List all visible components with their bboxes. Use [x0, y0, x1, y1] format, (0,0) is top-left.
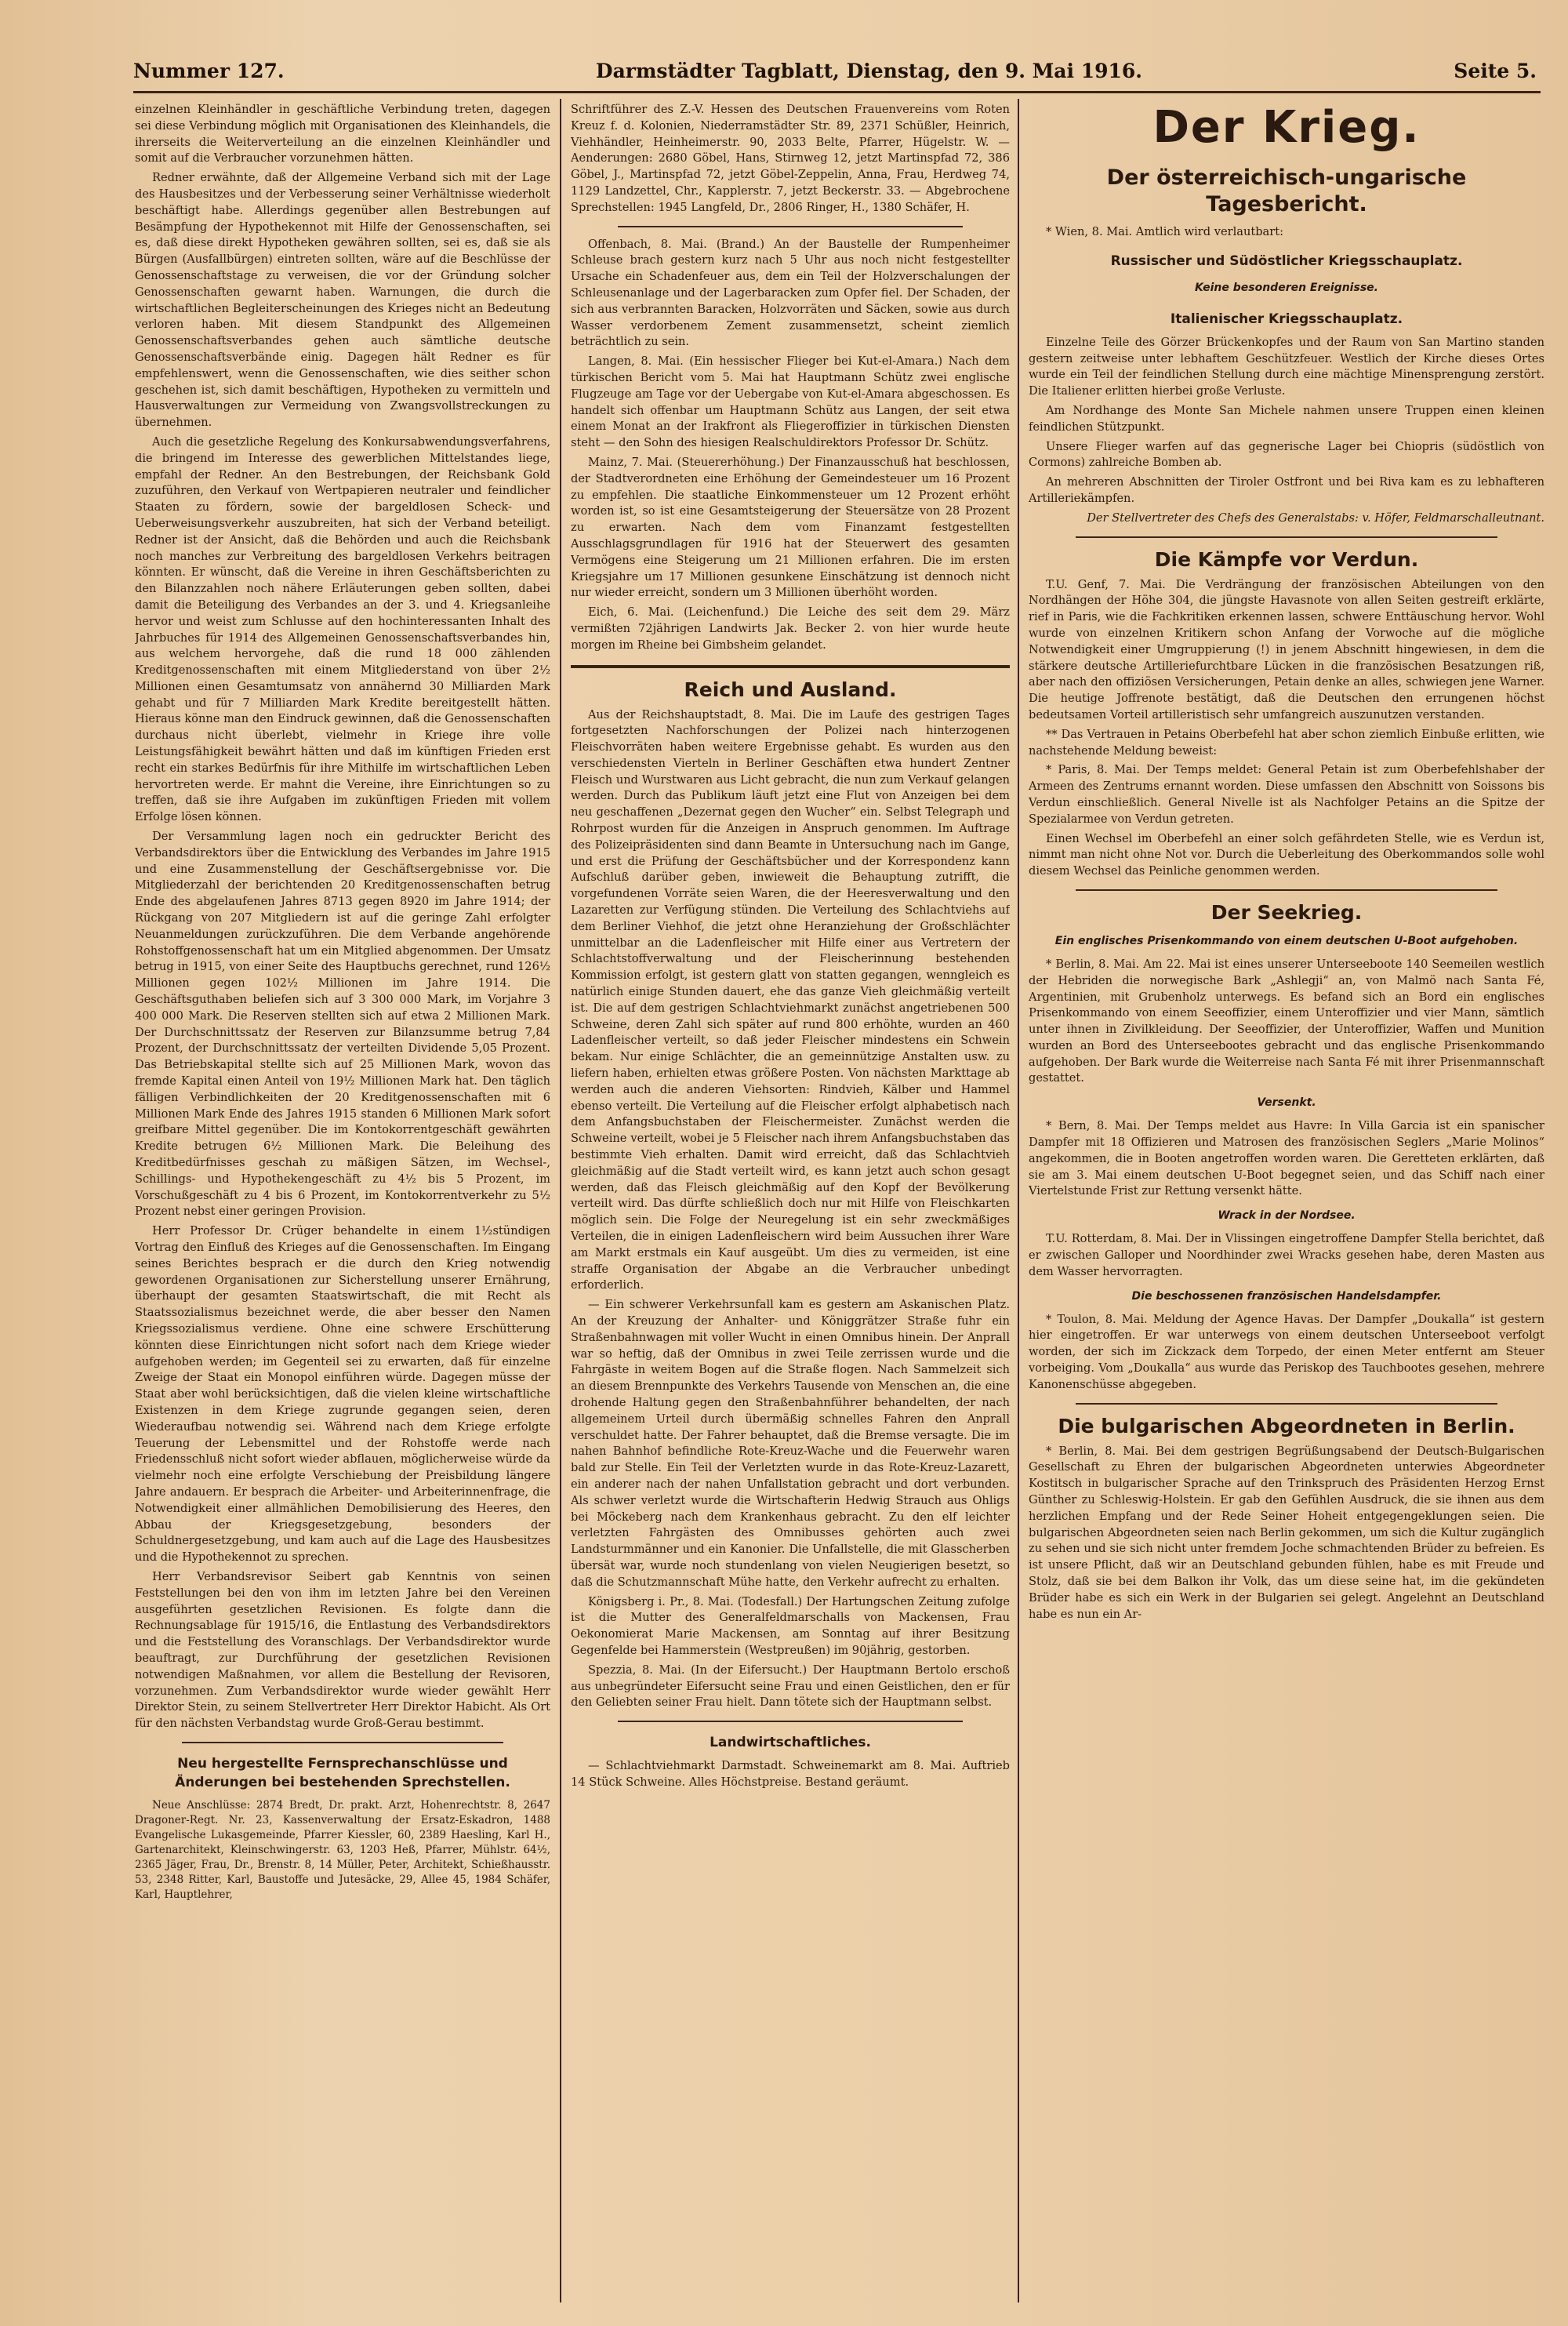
signature: Der Stellvertreter des Chefs des Generalstabs: v. Höfer, Feldmarschalleutnant.	[1087, 511, 1544, 525]
article-paragraph: Langen, 8. Mai. (Ein hessischer Flieger bei Kut-el-Amara.) Nach dem türkischen Bericht vom 5. Mai hat Hauptmann Schütz zwei englische Flugzeuge am Tage vor der Uebergabe von Kut-el-Amara abgeschossen. Es handelt sich offenbar um Hauptmann Schütz aus Langen, der seit etwa einem Monat an der Irakfront als Fliegeroffizier in türkischen Diensten steht — den Sohn des hiesigen Realschuldirektors Professor Dr. Schütz.	[571, 354, 1010, 450]
separator	[182, 1742, 503, 1743]
article-paragraph: * Berlin, 8. Mai. Am 22. Mai ist eines unserer Unterseeboote 140 Seemeilen westlich der Hebriden die norwegische Bark „Ashlegji“ an, von Malmö nach Santa Fé, Argentinien, mit Grubenholz unterwegs. Es befand sich an Bord ein englisches Prisenkommando von einem Seeoffizier, einem Unteroffizier und vier Mann, sämtlich unter ihnen in Zivilkleidung. Der Seeoffizier, der Unteroffizier, Waffen und Munition wurden an Bord des Unterseebootes gebracht und das englische Prisenkommando aufgehoben. Der Bark wurde die Weiterreise nach Santa Fé mit ihrer Prisenmannschaft gestattet.	[1029, 957, 1544, 1085]
article-paragraph: Herr Verbandsrevisor Seibert gab Kenntnis von seinen Feststellungen bei den von ihm im letzten Jahre bei den Vereinen ausgeführten gesetzlichen Revisionen. Es folgte dann die Rechnungsablage für 1915/16, die Entlastung des Verbandsdirektors und die Feststellung des Voranschlags. Der Verbandsdirektor wurde beauftragt, zur Durchführung der gesetzlichen Revisionen notwendigen Maßnahmen, vor allem die Bestellung der Revisoren, vorzunehmen. Zum Verbandsdirektor wurde wieder gewählt Herr Direktor Stein, zu seinem Stellvertreter Herr Direktor Habicht. Als Ort für den nächsten Verbandstag wurde Groß-Gerau bestimmt.	[135, 1569, 550, 1731]
article-paragraph: — Ein schwerer Verkehrsunfall kam es gestern am Askanischen Platz. An der Kreuzung der Anhalter- und Königgrätzer Straße fuhr ein Straßenbahnwagen mit voller Wucht in einen Omnibus hinein. Der Anprall war so heftig, daß der Omnibus in zwei Teile zerrissen wurde und die Fahrgäste in weitem Bogen auf die Straße flogen. Nach Sammelzeit sich an diesem Brennpunkte des Verkehrs Tausende von Menschen an, die eine drohende Haltung gegen den Straßenbahnführer behandelten, der nach allgemeinem Urteil durch übermäßig schnelles Fahren den Anprall verschuldet hatte. Der Fahrer behauptet, daß die Bremse versagte. Die im nahen Bahnhof befindliche Rote-Kreuz-Wache und die Feuerwehr waren bald zur Stelle. Ein Teil der Verletzten wurde in das Rote-Kreuz-Lazarett, ein anderer nach der nahen Unfallstation gebracht und dort verbunden. Als schwer verletzt wurde die Wirtschafterin Hedwig Strauch aus Ohligs bei Möckeberg nach dem Krankenhaus gebracht. Zu den elf leichter verletzten Fahrgästen des Omnibusses gehörten auch zwei Landsturmmänner und ein Kanonier. Die Unfallstelle, die mit Glasscherben übersät war, wurde noch stundenlang von vielen Neugierigen besetzt, so daß die Schutzmannschaft Mühe hatte, den Verkehr aufrecht zu erhalten.	[571, 1298, 1010, 1589]
notice-heading: Neu hergestellte Fernsprechanschlüsse und Änderungen bei bestehenden Sprechstellen.	[175, 1755, 510, 1790]
subsection-heading: Italienischer Kriegsschauplatz.	[1170, 311, 1403, 327]
subsection-heading: Wrack in der Nordsee.	[1218, 1209, 1356, 1223]
section-heading-verdun: Die Kämpfe vor Verdun.	[1154, 547, 1419, 571]
article-paragraph: Auch die gesetzliche Regelung des Konkursabwendungsverfahrens, die bringend im Interesse des gewerblichen Mittelstandes liege, empfahl der Redner. An den Bestrebungen, der Reichsbank Gold zuzuführen, den Verkauf von Wertpapieren neutraler und feindlicher Staaten zu fördern, sowie der bargeldlosen Scheck- und Ueberweisungsverkehr auszubreiten, hat sich der Verband beteiligt. Redner ist der Ansicht, daß die Behörden und auch die Reichsbank noch manches zur Verbreitung des bargeldlosen Verkehrs beitragen könnten. Er wünscht, daß die Vereine in ihren Geschäftsberichten zu den Bilanzzahlen noch nähere Erläuterungen geben sollten, dabei damit die Beteiligung des Verbandes an der 3. und 4. Kriegsanleihe hervor und weist zum Schlusse auf den hochinteressanten Inhalt des Jahrbuches für 1914 des Allgemeinen Genossenschaftsverbandes hin, aus welchem hervorgehe, daß die rund 18 000 zählenden Kreditgenossenschaften mit einem Mitgliederstand von über 2½ Millionen einen Gesamtumsatz von annähernd 30 Milliarden Mark gehabt und für 7 Milliarden Mark Kredite bereitgestellt hätten. Hieraus könne man den Eindruck gewinnen, daß die Genossenschaften durchaus nicht überlebt, vielmehr in Kriege ihre volle Leistungsfähigkeit bewährt hätten und daß im künftigen Frieden erst recht ein starkes Bedürfnis für ihre Mithilfe im wirtschaftlichen Leben hervortreten werde. Er mahnt die Vereine, ihre Einrichtungen so zu treffen, daß sie ihre Aufgaben im zukünftigen Frieden mit vollem Erfolge lösen können.	[135, 434, 550, 824]
article-paragraph: ** Das Vertrauen in Petains Oberbefehl hat aber schon ziemlich Einbuße erlitten, wie nachstehende Meldung beweist:	[1029, 727, 1544, 758]
separator	[618, 1721, 963, 1722]
article-paragraph: Unsere Flieger warfen auf das gegnerische Lager bei Chiopris (südöstlich von Cormons) zahlreiche Bomben ab.	[1029, 439, 1544, 470]
article-paragraph: Einen Wechsel im Oberbefehl an einer solch gefährdeten Stelle, wie es Verdun ist, nimmt man nicht ohne Not vor. Durch die Ueberleitung des Oberkommandos solle wohl diesem Wechsel das Peinliche genommen werden.	[1029, 831, 1544, 878]
article-paragraph: T.U. Rotterdam, 8. Mai. Der in Vlissingen eingetroffene Dampfer Stella berichtet, daß er zwischen Galloper und Noordhinder zwei Wracks gesehen habe, deren Masten aus dem Wasser hervorragten.	[1029, 1232, 1544, 1278]
header-rule	[133, 91, 1541, 93]
column-rule-2	[1018, 99, 1019, 2302]
article-paragraph: * Berlin, 8. Mai. Bei dem gestrigen Begrüßungsabend der Deutsch-Bulgarischen Gesellschaft zu Ehren der bulgarischen Abgeordneten unterwies Abgeordneter Kostitsch in bulgarischer Sprache auf den Trinkspruch des Präsidenten Herzog Ernst Günther zu Schleswig-Holstein. Er gab den Gefühlen Ausdruck, die sie ihnen aus dem herzlichen Empfang und der Rede Seiner Hoheit entgegengeklungen seien. Die bulgarischen Abgeordneten seien nach Berlin gekommen, um sich die Kultur zugänglich zu sehen und sie sich nicht unter fremdem Joche schmachtenden Brüder zu befreien. Es ist unsere Pflicht, daß wir an Deutschland gebunden fühlen, habe es mit Freude und Stolz, daß sie bei dem Balkon ihr Volk, das um diese seine hat, im die gekündeten Brüder habe es sich ein Werk in der Bulgarien sei gelegt. Angelehnt an Deutschland habe es nun ein Ar-	[1029, 1444, 1544, 1621]
article-paragraph: Königsberg i. Pr., 8. Mai. (Todesfall.) Der Hartungschen Zeitung zufolge ist die Mutter des Generalfeldmarschalls von Mackensen, Frau Oekonomierat Marie Mackensen, am Sonntag auf ihrer Besitzung Gegenfelde bei Hammerstein (Westpreußen) im 90jährig, gestorben.	[571, 1594, 1010, 1657]
article-paragraph: T.U. Genf, 7. Mai. Die Verdrängung der französischen Abteilungen von den Nordhängen der Höhe 304, die jüngste Havasnote von allen Seiten gestreift erklärte, rief in Paris, wie die Fachkritiken erkennen lassen, schwere Enttäuschung hervor. Wohl wurde von einzelnen Kritikern schon Anfang der Vorwoche auf die mögliche Notwendigkeit einer Umgruppierung (!) in jenem Abschnitt hingewiesen, in dem die stärkere deutsche Artilleriefurchtbare Lücken in die französischen Besatzungen riß, aber nach den offiziösen Versicherungen, Petain denke an alles, schwiegen jene Warner. Die heutige Joffrenote bestätigt, daß die Deutschen den errungenen höchst bedeutsamen Vorteil artilleristisch sehr umfangreich auszunutzen verstanden.	[1029, 577, 1544, 721]
article-paragraph: einzelnen Kleinhändler in geschäftliche Verbindung treten, dagegen sei diese Verbindung möglich mit Organisationen des Kleinhandels, die ihrerseits die Weiterverteilung an die einzelnen Kleinhändler und somit auf die Verbraucher vorzunehmen hätten.	[135, 103, 550, 165]
column-rule-1	[560, 99, 561, 2302]
article-paragraph: An mehreren Abschnitten der Tiroler Ostfront und bei Riva kam es zu lebhafteren Artilleriekämpfen.	[1029, 475, 1544, 505]
subsection-heading: Russischer und Südöstlicher Kriegsschauplatz.	[1110, 253, 1463, 269]
subsection-heading: Versenkt.	[1257, 1096, 1316, 1110]
article-paragraph: Am Nordhange des Monte San Michele nahmen unsere Truppen einen kleinen feindlichen Stützpunkt.	[1029, 403, 1544, 434]
separator	[1076, 1403, 1497, 1405]
subsection-heading: Die beschossenen französischen Handelsdampfer.	[1131, 1289, 1442, 1303]
article-paragraph: * Paris, 8. Mai. Der Temps meldet: General Petain ist zum Oberbefehlshaber der Armeen des Zentrums ernannt worden. Diese umfassen den Abschnitt von Soissons bis Verdun einschließlich. General Nivelle ist als Nachfolger Petains an die Spitze der Spezialarmee von Verdun getreten.	[1029, 763, 1544, 826]
article-paragraph: Eich, 6. Mai. (Leichenfund.) Die Leiche des seit dem 29. März vermißten 72jährigen Landwirts Jak. Becker 2. von hier wurde heute morgen im Rheine bei Gimbsheim gelandet.	[571, 605, 1010, 652]
article-paragraph: * Toulon, 8. Mai. Meldung der Agence Havas. Der Dampfer „Doukalla“ ist gestern hier eingetroffen. Er war unterwegs von einem deutschen Unterseeboot verfolgt worden, der sich im Zickzack dem Torpedo, der einen Meter entfernt am Steuer vorbeiging. Vom „Doukalla“ aus wurde das Periskop des Tauchbootes gesehen, mehrere Kanonenschüsse abgegeben.	[1029, 1312, 1544, 1391]
sub-headline: Der österreichisch-ungarische Tagesbericht.	[1106, 165, 1467, 216]
article-paragraph: Spezzia, 8. Mai. (In der Eifersucht.) Der Hauptmann Bertolo erschoß aus unbegründeter Eifersucht seine Frau und einen Geistlichen, den er für den Geliebten seiner Frau hielt. Dann tötete sich der Hauptmann selbst.	[571, 1663, 1010, 1710]
section-heading-reich-ausland: Reich und Ausland.	[684, 678, 897, 701]
article-paragraph: Einzelne Teile des Görzer Brückenkopfes und der Raum von San Martino standen gestern zeitweise unter lebhaftem Geschützfeuer. Westlich der Kirche dieses Ortes wurde ein Teil der feindlichen Stellung durch eine mächtige Minensprengung zerstört. Die Italiener erlitten hierbei große Verluste.	[1029, 335, 1544, 398]
article-paragraph: Mainz, 7. Mai. (Steuererhöhung.) Der Finanzausschuß hat beschlossen, der Stadtverordneten eine Erhöhung der Gemeindesteuer um 16 Prozent zu empfehlen. Die staatliche Einkommensteuer um 12 Prozent erhöht worden ist, so ist eine Gesamtsteigerung der Steuersätze von 28 Prozent zu erwarten. Nach dem vom Finanzamt festgestellten Ausschlagsgrundlagen für 1916 hat der Steuerwert des gesamten Vermögens eine Steigerung um 21 Millionen erfahren. Die im ersten Kriegsjahre um 17 Millionen gesunkene Einschätzung ist dennoch nicht nur wieder erreicht, sondern um 3 Millionen überhöht worden.	[571, 455, 1010, 600]
column-3	[1029, 102, 1544, 2298]
masthead-date: Darmstädter Tagblatt, Dienstag, den 9. Mai 1916.	[595, 60, 1142, 82]
column-1	[135, 102, 550, 2298]
section-heading-bulgarien: Die bulgarischen Abgeordneten in Berlin.	[1058, 1414, 1515, 1437]
notice-text: Neue Anschlüsse: 2874 Bredt, Dr. prakt. Arzt, Hohenrechtstr. 8, 2647 Dragoner-Regt. Nr. 23, Kassenverwaltung der Ersatz-Eskadron, 1488 Evangelische Lukasgemeinde, Pfarrer Kiessler, 60, 2389 Haesling, Karl H., Gartenarchitekt, Kleinschwingerstr. 63, 1203 Heß, Pfarrer, Mühlstr. 64½, 2365 Jäger, Frau, Dr., Brenstr. 8, 14 Müller, Peter, Architekt, Schießhausstr. 53, 2348 Ritter, Karl, Baustoffe und Jutesäcke, 29, Allee 45, 1984 Schäfer, Karl, Hauptlehrer,	[135, 1798, 550, 1901]
article-paragraph: * Bern, 8. Mai. Der Temps meldet aus Havre: In Villa Garcia ist ein spanischer Dampfer mit 18 Offizieren und Matrosen des französischen Seglers „Marie Molinos“ angekommen, die in Booten angetroffen worden waren. Die Geretteten erklärten, daß sie am 3. Mai einem deutschen U-Boot begegnet seien, und das Schiff nach einer Viertelstunde Frist zur Rettung versenkt hätte.	[1029, 1119, 1544, 1198]
article-paragraph: Herr Professor Dr. Crüger behandelte in einem 1½stündigen Vortrag den Einfluß des Krieges auf die Genossenschaften. Im Eingang seines Berichtes besprach er die durch den Krieg notwendig gewordenen Organisationen zur Sicherstellung unserer Ernährung, überhaupt der gesamten Staatswirtschaft, die mit Recht als Staatssozialismus bezeichnet werde, die aber besser den Namen Kriegssozialismus verdiene. Ohne eine schwere Erschütterung könnten diese Einrichtungen nicht sofort nach dem Kriege wieder aufgehoben werden; im Gegenteil sei zu erwarten, daß für einzelne Zweige der Staat ein Monopol einführen würde. Dagegen müsse der Staat aber wohl berücksichtigen, daß die vielen kleine wirtschaftliche Existenzen in dem Kriege zugrunde gegangen seien, deren Wiederaufbau notwendig sei. Während nach dem Kriege erfolgte Teuerung der Lebensmittel und der Rohstoffe werde nach Friedensschluß nicht sofort wieder abflauen, möglicherweise würde da vielmehr noch eine erfolgte Verschiebung der Preisbildung längere Jahre andauern. Er besprach die Arbeiter- und Arbeiterinnenfrage, die Notwendigkeit einer allmählichen Demobilisierung des Heeres, den Abbau der Kriegsgesetzgebung, besonders der Schuldnergesetzgebung, und kam auch auf die Lage des Hausbesitzes und die Hypothekennot zu sprechen.	[135, 1224, 550, 1565]
separator	[1076, 536, 1497, 538]
article-paragraph: * Wien, 8. Mai. Amtlich wird verlautbart:	[1046, 225, 1284, 238]
article-paragraph: Aus der Reichshauptstadt, 8. Mai. Die im Laufe des gestrigen Tages fortgesetzten Nachforschungen der Polizei nach hinterzogenen Fleischvorräten haben weitere Ergebnisse gehabt. Es wurden aus den verschiedensten Vierteln in Berliner Geschäften etwa hundert Zentner Fleisch und Wurstwaren aus Licht gebracht, die nun zum Verkauf gelangen werden. Durch das Publikum läuft jetzt eine Flut von Anzeigen bei dem neu geschaffenen „Dezernat gegen den Wucher“ ein. Selbst Telegraph und Rohrpost wurden für die Anzeigen in Anspruch genommen. Im Auftrage des Polizeipräsidenten sind dann Beamte in Untersuchung nach im Gange, und erst die Prüfung der Geschäftsbücher und der Korrespondenz kann Aufschluß darüber geben, inwieweit die Behauptung zutrifft, die vorgefundenen Vorräte seien Waren, die der Heeresverwaltung und den Lazaretten zur Verfügung stünden. Die Verteilung des Schlachtviehs auf dem Berliner Viehhof, die jetzt ohne Heranziehung der Großschlächter unmittelbar an die Ladenfleischer mit Hilfe einer aus Vertretern der Schlachtstoffverwaltung und der Fleischerinnung bestehenden Kommission erfolgt, ist gestern glatt von statten gegangen, wenngleich es natürlich einige Stunden dauert, ehe das ganze Vieh gleichmäßig verteilt ist. Die auf dem gestrigen Schlachtviehmarkt zunächst angetriebenen 500 Schweine, deren Zahl sich später auf rund 800 erhöhte, wurden an 460 Ladenfleischer verteilt, so daß jeder Fleischer mindestens ein Schwein bekam. Nur einige Schlächter, die an gemeinnützige Anstalten usw. zu liefern haben, erhielten etwas größere Posten. Von nächsten Markttage ab werden auch die anderen Viehsorten: Rindvieh, Kälber und Hammel ebenso verteilt. Die Verteilung auf die Fleischer erfolgt alphabetisch nach dem Anfangsbuchstaben der Fleischermeister. Zunächst werden die Schweine verteilt, wobei je 5 Fleischer nach ihrem Anfangsbuchstaben das bestimmte Vieh erhalten. Damit wird erreicht, daß das Schlachtvieh gleichmäßig auf die Stadt verteilt wird, es kann jetzt auch schon gesagt werden, daß das Fleisch gleichmäßig auf den Kopf der Bevölkerung verteilt wird. Das dürfte schließlich doch nur mit Hilfe von Fleischkarten möglich sein. Die Folge der Neuregelung ist ein sehr zweckmäßiges Verteilen, die in einigen Ladenfleischern wird beim Aussuchen ihrer Ware am Markt erstmals ein Kauf ausgeübt. Um dies zu vermeiden, ist eine straffe Organisation der Abgabe an die Verbraucher unbedingt erforderlich.	[571, 707, 1010, 1292]
article-paragraph: Redner erwähnte, daß der Allgemeine Verband sich mit der Lage des Hausbesitzes und der Verbesserung seiner Verhältnisse wiederholt beschäftigt habe. Allerdings gegenüber allen Bestrebungen auf Besämpfung der Hypothekennot mit Hilfe der Genossenschaften, sei es, daß diese direkt Hypotheken gewähren sollten, sei es, daß sie als Bürgen (Ausfallbürgen) eintreten sollten, wäre auf die Beschlüsse der Genossenschaftstage zu verweisen, die vor der Gründung solcher Genossenschaften gewarnt haben. Warnungen, die durch die wirtschaftlichen Begleiterscheinungen des Krieges nicht an Bedeutung verloren haben. Mit diesem Standpunkt des Allgemeinen Genossenschaftsverbandes gehen auch sämtliche deutsche Genossenschaftsverbände einig. Dagegen hält Redner es für empfehlenswert, wenn die Genossenschaften, wie dies seither schon geschehen ist, sich damit beschäftigen, Hypotheken zu vermitteln und Hausverwaltungen zur Vermeidung von Zwangsvollstreckungen zu übernehmen.	[135, 171, 550, 430]
section-rule	[571, 665, 1010, 668]
separator	[618, 226, 963, 227]
article-paragraph: Der Versammlung lagen noch ein gedruckter Bericht des Verbandsdirektors über die Entwicklung des Verbandes im Jahre 1915 und eine Zusammenstellung der Geschäftsergebnisse vor. Die Mitgliederzahl der berichtenden 20 Kreditgenossenschaften betrug Ende des abgelaufenen Jahres 8713 gegen 8920 im Jahre 1914; der Rückgang von 207 Mitgliedern ist auf die geringe Zahl erfolgter Neuanmeldungen zurückzuführen. Die dem Verbande angehörende Rohstoffgenossenschaft hat um ein Mitglied abgenommen. Der Umsatz betrug in 1915, von einer Seite des Hauptbuchs gerechnet, rund 126½ Millionen gegen 102½ Millionen im Jahre 1914. Die Geschäftsguthaben beliefen sich auf 3 300 000 Mark, im Vorjahre 3 400 000 Mark. Die Reserven stellten sich auf etwa 2 Millionen Mark. Der Durchschnittssatz der Reserven zur Bilanzsumme betrug 7,84 Prozent, der Durchschnittssatz der verteilten Dividende 5,05 Prozent. Das Betriebskapital stellte sich auf 25 Millionen Mark, wovon das fremde Kapital einen Anteil von 19½ Millionen Mark hat. Den täglich fälligen Verbindlichkeiten der 20 Kreditgenossenschaften mit 6 Millionen Mark Ende des Jahres 1915 standen 6 Millionen Mark sofort greifbare Mittel gegenüber. Die im Kontokorrentgeschäft gewährten Kredite betrugen 6½ Millionen Mark. Die Beleihung des Kreditbedürfnisses geschah zu mäßigen Sätzen, im Wechsel-, Schillings- und Hypothekengeschäft zu 4½ bis 5 Prozent, im Vorschußgeschäft zu 4 bis 6 Prozent, im Kontokorrentverkehr zu 5½ Prozent nebst einer geringen Provision.	[135, 830, 550, 1219]
subsection-note: Ein englisches Prisenkommando von einem deutschen U-Boot aufgehoben.	[1054, 934, 1519, 947]
article-paragraph: Offenbach, 8. Mai. (Brand.) An der Baustelle der Rumpenheimer Schleuse brach gestern kurz nach 5 Uhr aus noch nicht festgestellter Ursache ein Schadenfeuer aus, dem ein Teil der Holzverschalungen der Schleusenanlage und der Lagerbaracken zum Opfer fiel. Der Schaden, der sich aus verbrannten Baracken, Holzvorräten und Säcken, sowie aus durch Wasser verdorbenem Zement zusammensetzt, scheint ziemlich beträchtlich zu sein.	[571, 237, 1010, 349]
column-2	[571, 102, 1010, 2298]
subsection-note: Keine besonderen Ereignisse.	[1195, 281, 1378, 294]
main-headline: Der Krieg.	[1152, 102, 1421, 153]
separator	[1076, 889, 1497, 891]
section-heading-seekrieg: Der Seekrieg.	[1210, 900, 1363, 924]
article-paragraph: Schriftführer des Z.-V. Hessen des Deutschen Frauenvereins vom Roten Kreuz f. d. Kolonien, Niederramstädter Str. 89, 2371 Schüßler, Heinrich, Viehhändler, Heinheimerstr. 90, 2033 Belte, Pfarrer, Hügelstr. W. — Aenderungen: 2680 Göbel, Hans, Stirnweg 12, jetzt Martinspfad 72, 386 Göbel, J., Martinspfad 72, jetzt Göbel-Zeppelin, Anna, Frau, Herdweg 74, 1129 Landzettel, Chr., Kapplerstr. 7, jetzt Beckerstr. 33. — Abgebrochene Sprechstellen: 1945 Langfeld, Dr., 2806 Ringer, H., 1380 Schäfer, H.	[571, 103, 1010, 214]
article-paragraph: — Schlachtviehmarkt Darmstadt. Schweinemarkt am 8. Mai. Auftrieb 14 Stück Schweine. Alles Höchstpreise. Bestand geräumt.	[571, 1759, 1010, 1789]
section-heading-landwirtschaft: Landwirtschaftliches.	[710, 1735, 871, 1751]
page-number: Seite 5.	[1454, 60, 1537, 82]
issue-number: Nummer 127.	[133, 60, 285, 82]
